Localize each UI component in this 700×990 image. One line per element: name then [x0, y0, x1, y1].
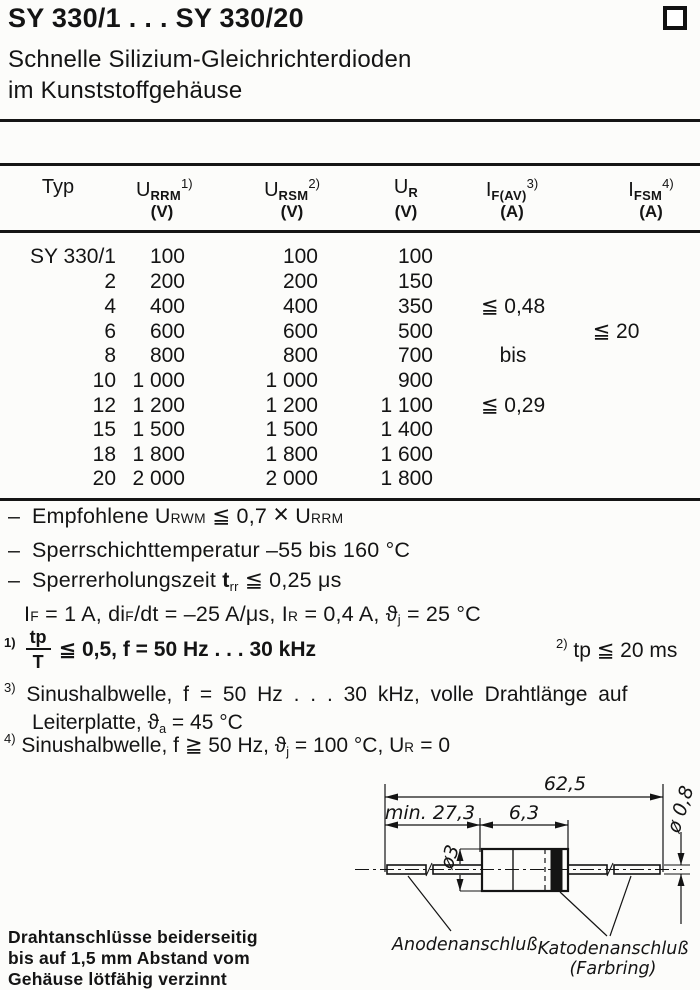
table-cell: 12	[92, 393, 116, 417]
col-header-spacer	[676, 165, 700, 232]
table-cell	[556, 270, 676, 295]
corner-square-icon	[663, 6, 687, 30]
table-cell	[434, 443, 556, 468]
solderability-note	[8, 927, 258, 990]
ratings-table	[0, 163, 700, 501]
table-cell-spacer	[676, 232, 700, 270]
table-row	[0, 369, 700, 394]
table-cell: 100	[397, 245, 433, 269]
table-cell	[434, 232, 556, 270]
table-cell: 1 000	[132, 368, 185, 392]
table-body	[0, 232, 700, 500]
table-cell: ≦ 20	[592, 320, 640, 343]
subtitle-line-1: Schnelle Silizium-Gleichrichterdioden	[8, 46, 412, 73]
table-cell	[434, 369, 556, 394]
dim-wire-diameter: ø 0,8	[662, 783, 699, 836]
table-cell-spacer	[676, 369, 700, 394]
table-cell	[434, 319, 556, 344]
table-cell	[556, 344, 676, 369]
table-cell: 18	[92, 442, 116, 466]
table-row	[0, 467, 700, 499]
note-reverse-recovery: – Sperrerholungszeit trr ≦ 0,25 μs	[8, 568, 342, 594]
table-cell: 1 800	[265, 442, 318, 466]
table-cell	[556, 232, 676, 270]
table-cell: ≦ 0,29	[480, 394, 546, 417]
table-cell: 15	[92, 418, 116, 442]
table-cell: 1 200	[265, 393, 318, 417]
table-cell: 600	[149, 319, 185, 343]
table-row	[0, 443, 700, 468]
table-row	[0, 418, 700, 443]
note-junction-temperature: – Sperrschichttemperatur –55 bis 160 °C	[8, 537, 411, 562]
cathode-label: Katodenanschluß	[537, 939, 689, 959]
fraction-tp-over-t: $\frac{tp}{T}$	[26, 628, 51, 671]
table-cell	[556, 369, 676, 394]
dim-lead-length: min. 27,3	[384, 802, 476, 824]
table-cell: 150	[397, 269, 433, 293]
note-recommended-voltage: – Empfohlene URWM ≦ 0,7 × URRM	[8, 499, 344, 529]
table-cell: bis	[499, 344, 527, 368]
table-cell	[556, 393, 676, 418]
notes-block	[8, 499, 481, 632]
page-subtitle	[8, 44, 412, 106]
title-rule	[0, 119, 700, 122]
table-cell: 10	[92, 368, 116, 392]
table-cell: 800	[282, 344, 318, 368]
footnote-3: $^{3)}$ Sinushalbwelle, f = 50 Hz . . . 30 kHz, volle Drahtlänge auf Leiterplatte, ϑa = 45 °C	[4, 680, 628, 736]
col-header-ursm: $U_{RSM}^{2)}$ (V)	[264, 176, 320, 221]
table-cell	[556, 294, 676, 319]
table-cell: 100	[149, 245, 185, 269]
table-cell-spacer	[676, 319, 700, 344]
table-cell: 1 500	[132, 418, 185, 442]
table-row	[0, 393, 700, 418]
subtitle-line-2: im Kunststoffgehäuse	[8, 77, 243, 104]
table-cell: 100	[282, 245, 318, 269]
table-cell: 200	[149, 269, 185, 293]
table-cell: 4	[104, 294, 116, 318]
table-cell: 1 200	[132, 393, 185, 417]
table-cell: 20	[92, 467, 116, 491]
table-cell: 1 800	[132, 442, 185, 466]
package-outline-drawing	[330, 772, 700, 990]
dim-body-length: 6,3	[508, 802, 540, 824]
table-cell: 2 000	[265, 467, 318, 491]
table-cell: 1 600	[380, 442, 433, 466]
table-cell	[556, 467, 676, 499]
note-test-conditions: IF = 1 A, diF/dt = –25 A/μs, IR = 0,4 A, ϑj = 25 °C	[24, 601, 481, 628]
solderability-line-2: bis auf 1,5 mm Abstand vom	[8, 948, 250, 968]
table-cell: 900	[397, 368, 433, 392]
footnote-1: $^{1)}$ $\frac{tp}{T}$ ≦ 0,5, f = 50 Hz . . . 30 kHz	[4, 627, 317, 672]
page-title: SY 330/1 . . . SY 330/20	[8, 3, 304, 33]
table-cell: SY 330/1	[29, 245, 116, 269]
table-cell-spacer	[676, 294, 700, 319]
table-row	[0, 294, 700, 319]
table-cell	[434, 467, 556, 499]
footnote-2: $^{2)}$ tp ≦ 20 ms	[556, 636, 678, 662]
col-header-urrm: $U_{RRM}^{1)}$ (V)	[136, 176, 193, 221]
cathode-label-sub: (Farbring)	[569, 959, 657, 979]
table-row	[0, 270, 700, 295]
table-cell-spacer	[676, 467, 700, 499]
table-row	[0, 344, 700, 369]
solderability-line-3: Gehäuse lötfähig verzinnt	[8, 969, 227, 989]
table-cell: 6	[104, 319, 116, 343]
table-cell: 1 800	[380, 467, 433, 491]
table-cell	[434, 270, 556, 295]
table-cell: 1 500	[265, 418, 318, 442]
table-row	[0, 319, 700, 344]
table-cell: 1 000	[265, 368, 318, 392]
table-cell: 350	[397, 294, 433, 318]
table-cell: 800	[149, 344, 185, 368]
table-cell: 8	[104, 344, 116, 368]
table-cell-spacer	[676, 393, 700, 418]
table-cell: 700	[397, 344, 433, 368]
col-header-ifav: $I_{F(AV)}^{3)}$ (A)	[485, 176, 539, 221]
table-cell-spacer	[676, 443, 700, 468]
anode-label: Anodenanschluß	[392, 935, 538, 955]
table-cell-spacer	[676, 270, 700, 295]
table-cell: 2	[104, 269, 116, 293]
footnote-4: $^{4)}$ Sinushalbwelle, f ≧ 50 Hz, ϑj = 100 °C, UR = 0	[4, 731, 451, 759]
col-header-typ: Typ	[41, 176, 75, 198]
table-cell: 400	[282, 294, 318, 318]
table-cell	[556, 418, 676, 443]
table-cell: 200	[282, 269, 318, 293]
solderability-line-1: Drahtanschlüsse beiderseitig	[8, 927, 258, 947]
table-cell	[556, 443, 676, 468]
table-cell: 500	[397, 319, 433, 343]
dim-body-diameter: ø3	[435, 842, 465, 872]
table-cell-spacer	[676, 418, 700, 443]
table-row	[0, 232, 700, 270]
col-header-ur: $U_R$ (V)	[393, 176, 419, 221]
table-header-row	[0, 165, 700, 232]
table-cell: 1 100	[380, 393, 433, 417]
table-cell: 1 400	[380, 418, 433, 442]
table-cell-spacer	[676, 344, 700, 369]
table-cell: 400	[149, 294, 185, 318]
table-cell: 2 000	[132, 467, 185, 491]
table-cell	[434, 418, 556, 443]
col-header-ifsm: $I_{FSM}^{4)}$ (A)	[628, 176, 674, 221]
table-cell: ≦ 0,48	[480, 295, 546, 318]
table-cell: 600	[282, 319, 318, 343]
dim-total-length: 62,5	[543, 773, 587, 795]
